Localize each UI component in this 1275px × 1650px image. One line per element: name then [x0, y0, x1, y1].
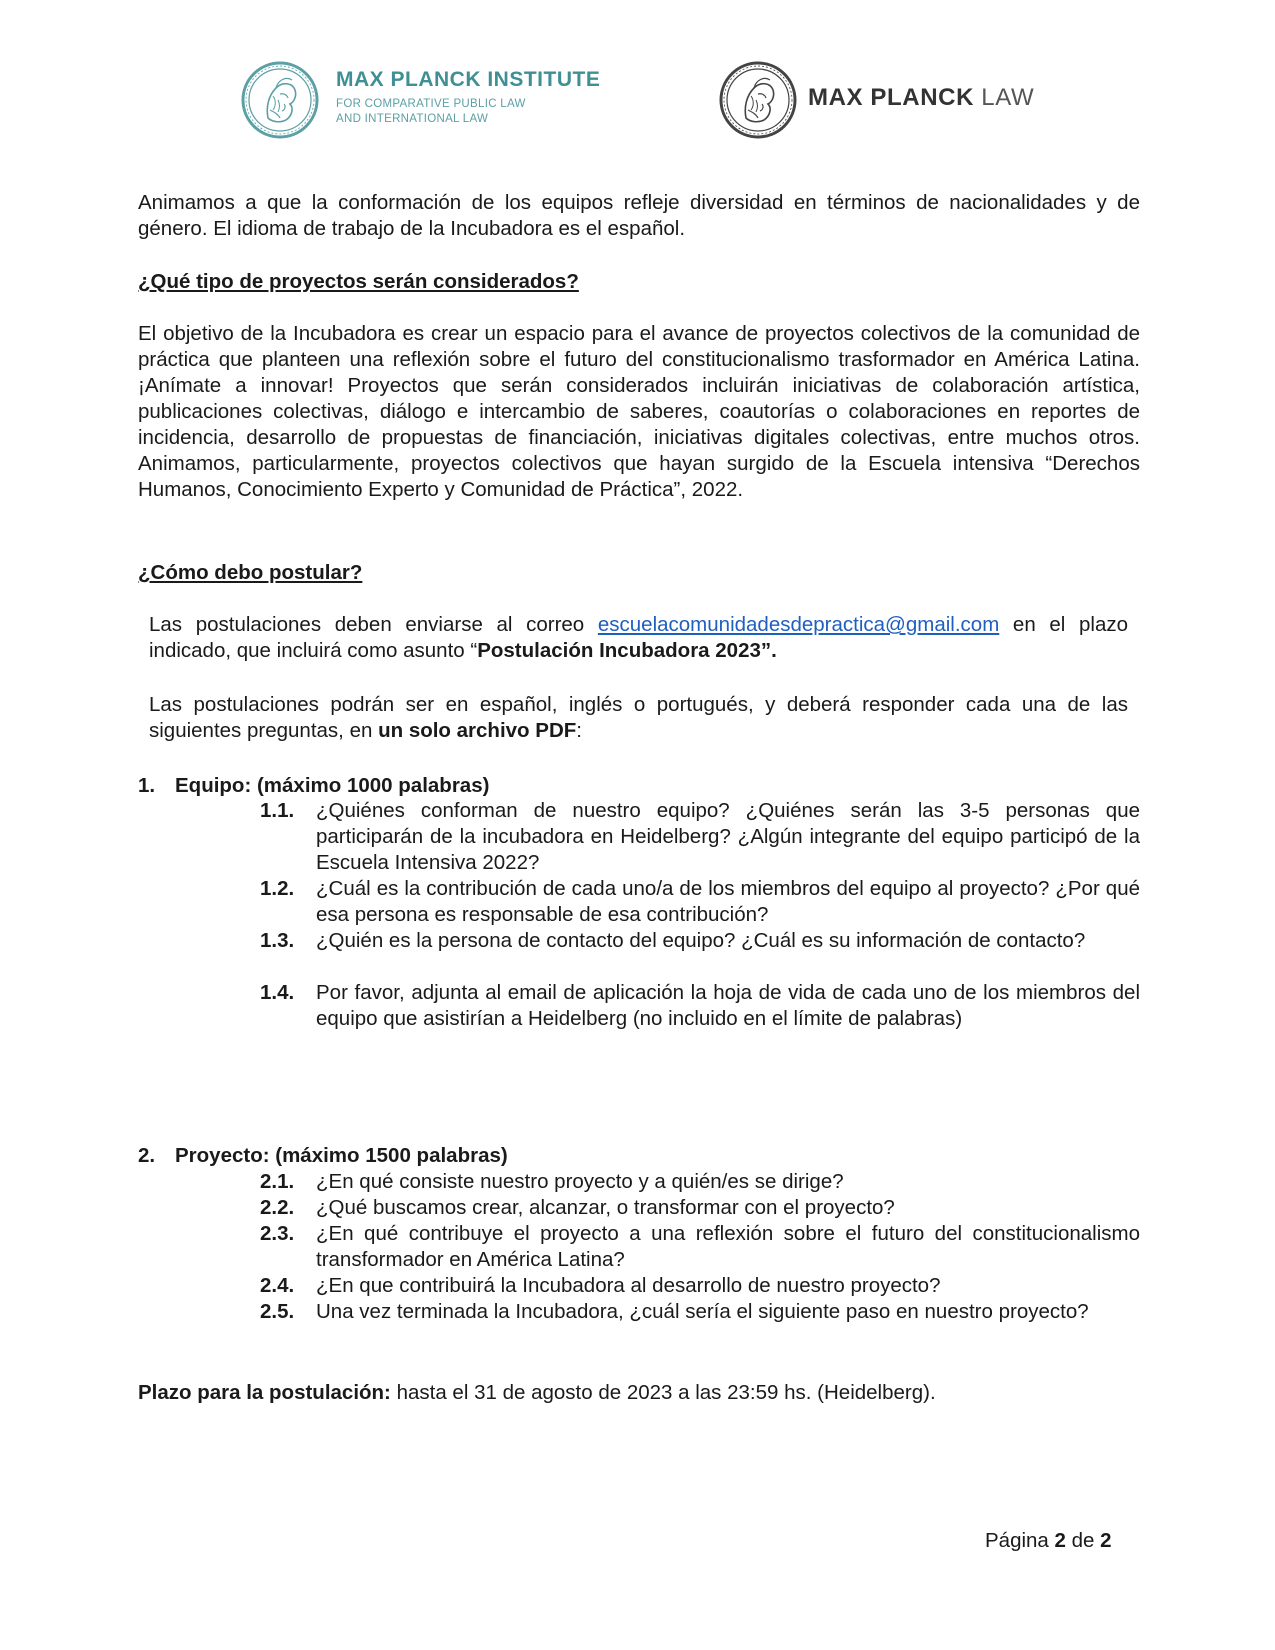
- list1-item-number: 1.4.: [260, 981, 295, 1004]
- page-number: [985, 1528, 1112, 1554]
- mpi-logo-subtitle-1: FOR COMPARATIVE PUBLIC LAW: [336, 98, 526, 110]
- list2-item-number: 2.4.: [260, 1274, 295, 1297]
- mpi-logo-subtitle-2: AND INTERNATIONAL LAW: [336, 113, 489, 125]
- apply-p2-before: Las postulaciones podrán ser en español, inglés o portugués, y deberá responder cada una de las siguientes preguntas, en: [149, 693, 1128, 742]
- list2-number: 2.: [138, 1144, 156, 1167]
- deadline-text: hasta el 31 de agosto de 2023 a las 23:59 hs. (Heidelberg).: [390, 1381, 936, 1404]
- list1-title: Equipo: (máximo 1000 palabras): [175, 774, 490, 797]
- apply-heading: ¿Cómo debo postular?: [138, 561, 363, 584]
- minerva-seal-icon: [240, 60, 320, 140]
- list1-item-text: Por favor, adjunta al email de aplicación la hoja de vida de cada uno de los miembros del equipo que asistirían a Heidelberg (no incluido en el límite de palabras): [316, 981, 1140, 1030]
- projects-heading: ¿Qué tipo de proyectos serán considerados?: [138, 270, 579, 293]
- apply-p1-before: Las postulaciones deben enviarse al correo: [149, 613, 598, 636]
- page-total: 2: [1100, 1529, 1112, 1552]
- list2-item-number: 2.3.: [260, 1222, 295, 1245]
- list2-item-text: ¿En qué consiste nuestro proyecto y a quién/es se dirige?: [316, 1170, 844, 1193]
- list1-item-text: ¿Quiénes conforman de nuestro equipo? ¿Quiénes serán las 3-5 personas que participarán de la incubadora en Heidelberg? ¿Algún integrante del equipo participó de la Escuela Intensiva 2022?: [316, 799, 1140, 874]
- apply-p2-bold: un solo archivo PDF: [378, 719, 577, 742]
- law-logo-bold: MAX PLANCK: [808, 84, 974, 111]
- projects-paragraph: El objetivo de la Incubadora es crear un espacio para el avance de proyectos colectivos de la comunidad de práctica que planteen una reflexión sobre el futuro del constitucionalismo trasformador en América Latina. ¡Anímate a innovar! Proyectos que serán considerados incluirán iniciativas de colaboración artística, publicaciones colectivas, diálogo e intercambio de saberes, coautorías o colaboraciones en reportes de incidencia, desarrollo de propuestas de financiación, iniciativas digitales colectivas, entre muchos otros. Animamos, particularmente, proyectos colectivos que hayan surgido de la Escuela intensiva “Derechos Humanos, Conocimiento Experto y Comunidad de Práctica”, 2022.: [138, 322, 1140, 501]
- list1-item-number: 1.1.: [260, 799, 295, 822]
- list2-item-number: 2.1.: [260, 1170, 295, 1193]
- apply-paragraph-2: [149, 692, 1128, 744]
- list1-item-text: ¿Cuál es la contribución de cada uno/a de los miembros del equipo al proyecto? ¿Por qué esa persona es responsable de esa contribución?: [316, 877, 1140, 926]
- page-word: Página: [985, 1529, 1055, 1552]
- email-link[interactable]: escuelacomunidadesdepractica@gmail.com: [597, 613, 1000, 636]
- apply-p1-end: ”.: [760, 639, 777, 662]
- max-planck-law-logo: [718, 60, 1038, 140]
- law-logo-text: [808, 84, 1034, 112]
- list2-item-text: Una vez terminada la Incubadora, ¿cuál sería el siguiente paso en nuestro proyecto?: [316, 1300, 1089, 1323]
- apply-paragraph-1: [149, 612, 1128, 664]
- mpi-logo-name: MAX PLANCK INSTITUTE: [336, 68, 601, 91]
- minerva-seal-icon: [718, 60, 798, 140]
- list2-item-text: ¿En que contribuirá la Incubadora al desarrollo de nuestro proyecto?: [316, 1274, 941, 1297]
- list1-item-number: 1.3.: [260, 929, 295, 952]
- list2-item-text: ¿En qué contribuye el proyecto a una reflexión sobre el futuro del constitucionalismo transformador en América Latina?: [316, 1222, 1140, 1271]
- list2-item-number: 2.5.: [260, 1300, 295, 1323]
- apply-p1-subject: Postulación Incubadora 2023: [477, 639, 761, 662]
- page-of-word: de: [1065, 1529, 1101, 1552]
- list2-item-number: 2.2.: [260, 1196, 295, 1219]
- apply-p2-end: :: [576, 719, 582, 742]
- apply-p1-middle: en el plazo indicado, que incluirá como asunto “: [149, 613, 1128, 662]
- page-current: 2: [1054, 1529, 1066, 1552]
- mpi-logo: [240, 60, 640, 140]
- law-logo-light: LAW: [981, 84, 1035, 111]
- deadline-line: [138, 1380, 936, 1406]
- list1-item-number: 1.2.: [260, 877, 295, 900]
- list1-item-text: ¿Quién es la persona de contacto del equipo? ¿Cuál es su información de contacto?: [316, 929, 1086, 952]
- deadline-label: Plazo para la postulación:: [138, 1381, 391, 1404]
- list2-title: Proyecto: (máximo 1500 palabras): [175, 1144, 508, 1167]
- intro-paragraph: Animamos a que la conformación de los equipos refleje diversidad en términos de nacionalidades y de género. El idioma de trabajo de la Incubadora es el español.: [138, 191, 1140, 240]
- list1-number: 1.: [138, 774, 156, 797]
- list2-item-text: ¿Qué buscamos crear, alcanzar, o transformar con el proyecto?: [316, 1196, 895, 1219]
